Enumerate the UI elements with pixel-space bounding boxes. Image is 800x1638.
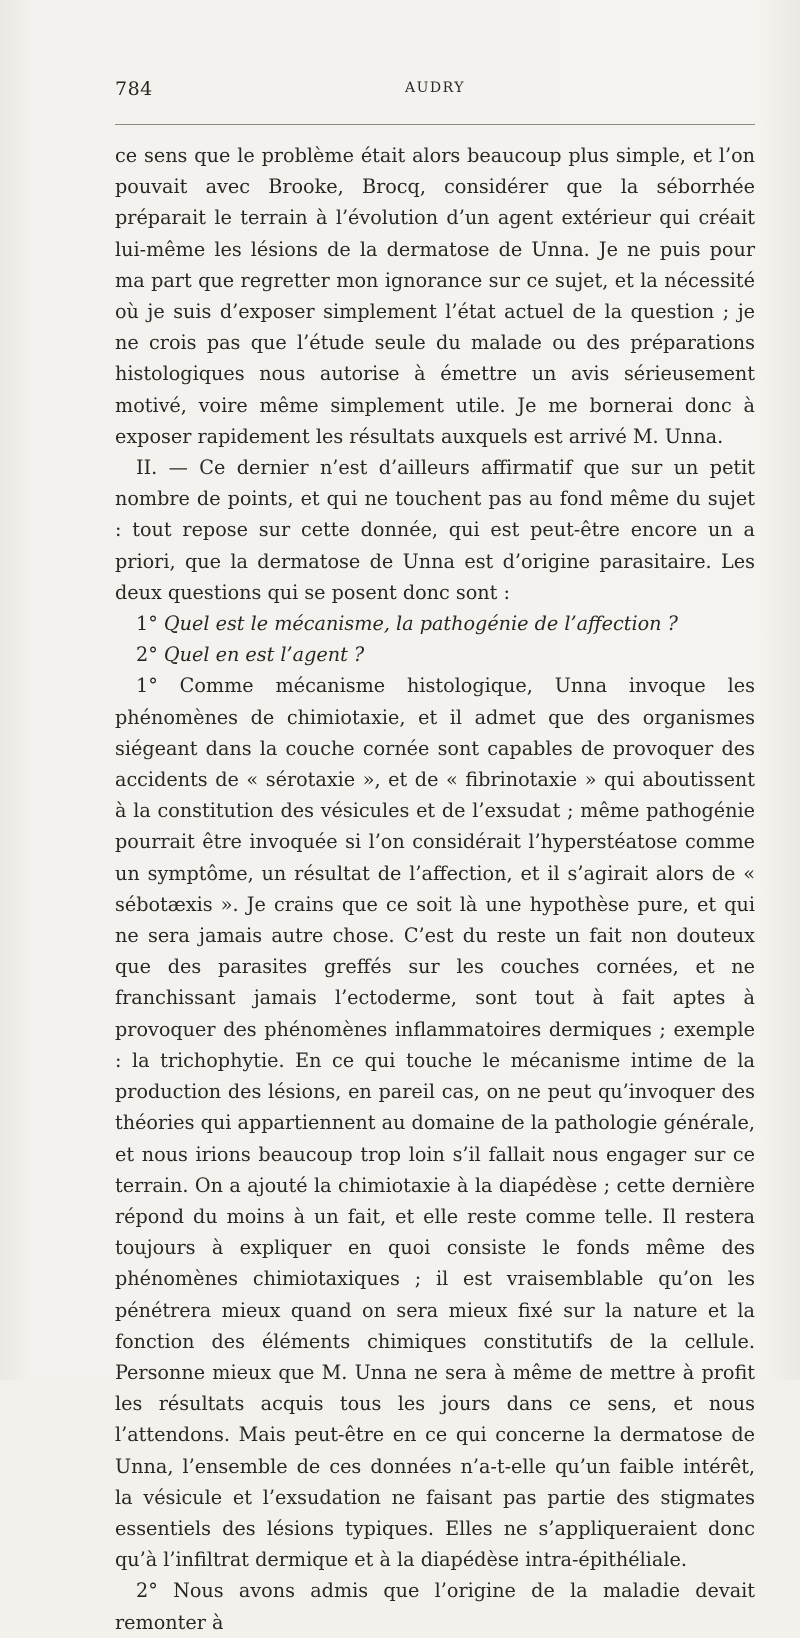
question-1 xyxy=(115,608,755,639)
question-2 xyxy=(115,639,755,670)
page-header xyxy=(115,78,755,106)
question-2-text: Quel en est l’agent ? xyxy=(163,643,365,667)
paragraph-section-ii: II. — Ce dernier n’est d’ailleurs affirmatif que sur un petit nombre de points, et qui ne touchent pas au fond même du sujet : tout repose sur cette donnée, qui est peut-être encore un a priori, que la dermatose de Unna est d’origine parasitaire. Les deux questions qui se posent donc sont : xyxy=(115,456,755,604)
question-1-text: Quel est le mécanisme, la pathogénie de l’affection ? xyxy=(163,612,678,636)
paragraph-continuation: ce sens que le problème était alors beaucoup plus simple, et l’on pouvait avec Brooke, Brocq, considérer que la séborrhée préparait le terrain à l’évolution d’un agent extérieur qui créait lui-même les lésions de la dermatose de Unna. Je ne puis pour ma part que regretter mon ignorance sur ce sujet, et la nécessité où je suis d’exposer simplement l’état actuel de la question ; je ne crois pas que l’étude seule du malade ou des préparations histologiques nous autorise à émettre un avis sérieusement motivé, voire même simplement utile. Je me bornerai donc à exposer rapidement les résultats auxquels est arrivé M. Unna. xyxy=(115,144,755,448)
running-head: AUDRY xyxy=(405,80,465,96)
question-1-number: 1° xyxy=(136,612,158,636)
paragraph-mechanism: 1° Comme mécanisme histologique, Unna invoque les phénomènes de chimiotaxie, et il admet que des organismes siégeant dans la couche cornée sont capables de provoquer des accidents de « sérotaxie », et de « fibrinotaxie » qui aboutissent à la constitution des vésicules et de l’exsudat ; même pathogénie pourrait être invoquée si l’on considérait l’hyperstéatose comme un symptôme, un résultat de l’affection, et il s’agirait alors de « sébotæxis ». Je crains que ce soit là une hypothèse pure, et qui ne sera jamais autre chose. C’est du reste un fait non douteux que des parasites greffés sur les couches cornées, et ne franchissant jamais l’ectoderme, sont tout à fait aptes à provoquer des phénomènes inflammatoires dermiques ; exemple : la trichophytie. En ce qui touche le mécanisme intime de la production des lésions, en pareil cas, on ne peut qu’invoquer des théories qui appartiennent au domaine de la pathologie générale, et nous irions beaucoup trop loin s’il fallait nous engager sur ce terrain. On a ajouté la chimiotaxie à la diapédèse ; cette dernière répond du moins à un fait, et elle reste comme telle. Il restera toujours à expliquer en quoi consiste le fonds même des phénomènes chimiotaxiques ; il est vraisemblable qu’on les pénétrera mieux quand on sera mieux fixé sur la nature et la fonction des éléments chimiques constitutifs de la cellule. Personne mieux que M. Unna ne sera à même de mettre à profit les résultats acquis tous les jours dans ce sens, et nous l’attendons. Mais peut-être en ce qui concerne la dermatose de Unna, l’ensemble de ces données n’a-t-elle qu’un faible intérêt, la vésicule et l’exsudation ne faisant pas partie des stigmates essentiels des lésions typiques. Elles ne s’appliqueraient donc qu’à l’infiltrat dermique et à la diapédèse intra-épithéliale. xyxy=(115,674,755,1572)
paragraph-origin: 2° Nous avons admis que l’origine de la maladie devait remonter à xyxy=(115,1579,755,1634)
header-rule xyxy=(115,124,755,125)
question-2-number: 2° xyxy=(136,643,158,667)
page-number: 784 xyxy=(115,78,153,100)
body-text xyxy=(115,140,755,1638)
